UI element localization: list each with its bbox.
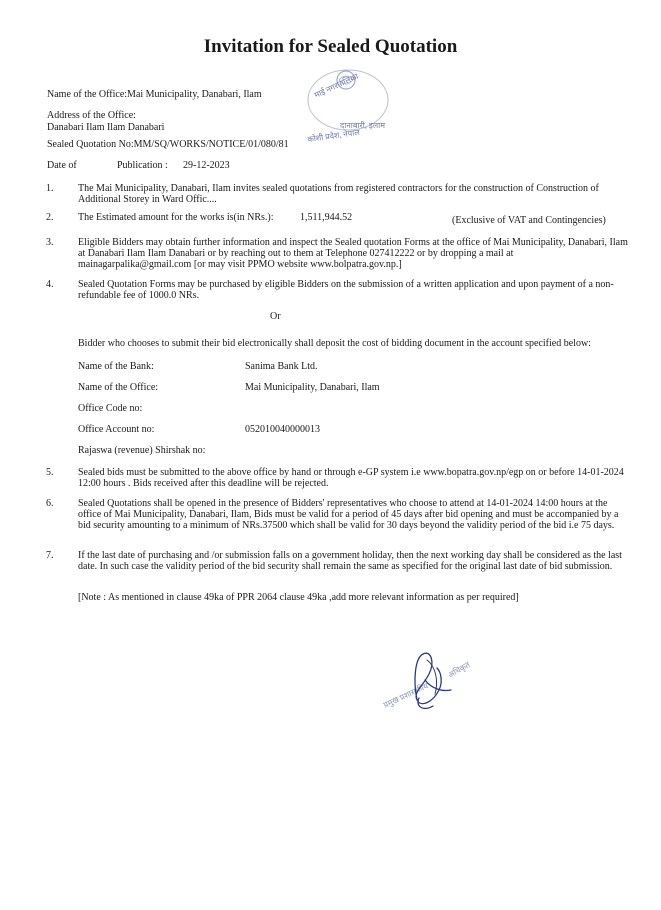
item-number: 7.: [46, 550, 54, 561]
item-text: Sealed Quotation Forms may be purchased by eligible Bidders on the submission of a written application and upon payment of a non-refundable fee of 1000.0 NRs.: [78, 279, 614, 301]
address-value: Danabari Ilam Ilam Danabari: [47, 122, 165, 133]
bank-value: Sanima Bank Ltd.: [245, 361, 318, 372]
office-name: Name of the Office:Mai Municipality, Danabari, Ilam: [47, 89, 262, 100]
item-number: 2.: [46, 212, 54, 223]
stamp-text-3: कोशी प्रदेश, नेपाल: [307, 127, 361, 144]
item-text: Sealed Quotations shall be opened in the presence of Bidders' representatives who choose to attend at 14-01-2024 14:00 hours at the office of Mai Municipality, Danabari, Ilam, Bids must be valid for a period of 45 days after bid opening and must be accompanied by a bid security amounting to a minimum of NRs.37500 which shall be valid for 30 days beyond the validity period of the bid i.e 75 days.: [78, 498, 619, 531]
publication-date: 29-12-2023: [183, 160, 230, 171]
date-label: Date of: [47, 160, 77, 171]
bank-label: Office Account no:: [78, 424, 155, 435]
item-number: 5.: [46, 467, 54, 478]
sealed-quotation-number: Sealed Quotation No:MM/SQ/WORKS/NOTICE/01/080/81: [47, 139, 289, 150]
page-title: Invitation for Sealed Quotation: [203, 36, 458, 57]
bank-value: Mai Municipality, Danabari, Ilam: [245, 382, 380, 393]
signature-stamp-text-1: प्रमुख प्रशासकीय: [382, 681, 430, 710]
office-stamp: [296, 60, 396, 150]
amount-note: (Exclusive of VAT and Contingencies): [452, 215, 606, 226]
note-text: [Note : As mentioned in clause 49ka of PPR 2064 clause 49ka ,add more relevant information as per required]: [78, 592, 519, 603]
bank-value: 052010040000013: [245, 424, 320, 435]
bank-label: Office Code no:: [78, 403, 143, 414]
signature: [355, 640, 505, 750]
item-text: The Mai Municipality, Danabari, Ilam invites sealed quotations from registered contractors for the construction of Construction of Additional Storey in Ward Offic....: [78, 183, 599, 205]
bank-label: Name of the Bank:: [78, 361, 154, 372]
signature-stamp-text-2: अधिकृत: [446, 660, 472, 680]
item-text: The Estimated amount for the works is(in NRs.):: [78, 212, 274, 223]
bank-label: Name of the Office:: [78, 382, 159, 393]
item-number: 3.: [46, 237, 54, 248]
electronic-text: Bidder who chooses to submit their bid electronically shall deposit the cost of bidding document in the account specified below:: [78, 338, 591, 349]
or-text: Or: [270, 311, 281, 322]
item-text: Sealed bids must be submitted to the above office by hand or through e-GP system i.e www.bopatra.gov.np/egp on or before 14-01-2024 12:00 hours . Bids received after this deadline will be rejected.: [78, 467, 624, 489]
bank-label: Rajaswa (revenue) Shirshak no:: [78, 445, 206, 456]
publication-label: Publication :: [117, 160, 168, 171]
estimated-amount: 1,511,944.52: [300, 212, 353, 223]
stamp-text-2: दानाबारी, इलाम: [340, 121, 386, 130]
stamp-text-1: माई नगरपालिका: [313, 71, 360, 100]
item-number: 4.: [46, 279, 54, 290]
item-number: 1.: [46, 183, 54, 194]
address-label: Address of the Office:: [47, 110, 136, 121]
item-text: If the last date of purchasing and /or submission falls on a government holiday, then the next working day shall be considered as the last date. In such case the validity period of the bid security shall remain the same as specified for the original last date of bid submission.: [78, 550, 622, 572]
item-text: Eligible Bidders may obtain further information and inspect the Sealed quotation Forms at the office of Mai Municipality, Danabari, Ilam at Danabari Ilam Ilam Danabari or by reaching out to them at Telephone 027412222 or by dropping a mail at mainagarpalika@gmail.com [or may visit PPMO website www.bolpatra.gov.np.]: [78, 237, 628, 270]
item-number: 6.: [46, 498, 54, 509]
